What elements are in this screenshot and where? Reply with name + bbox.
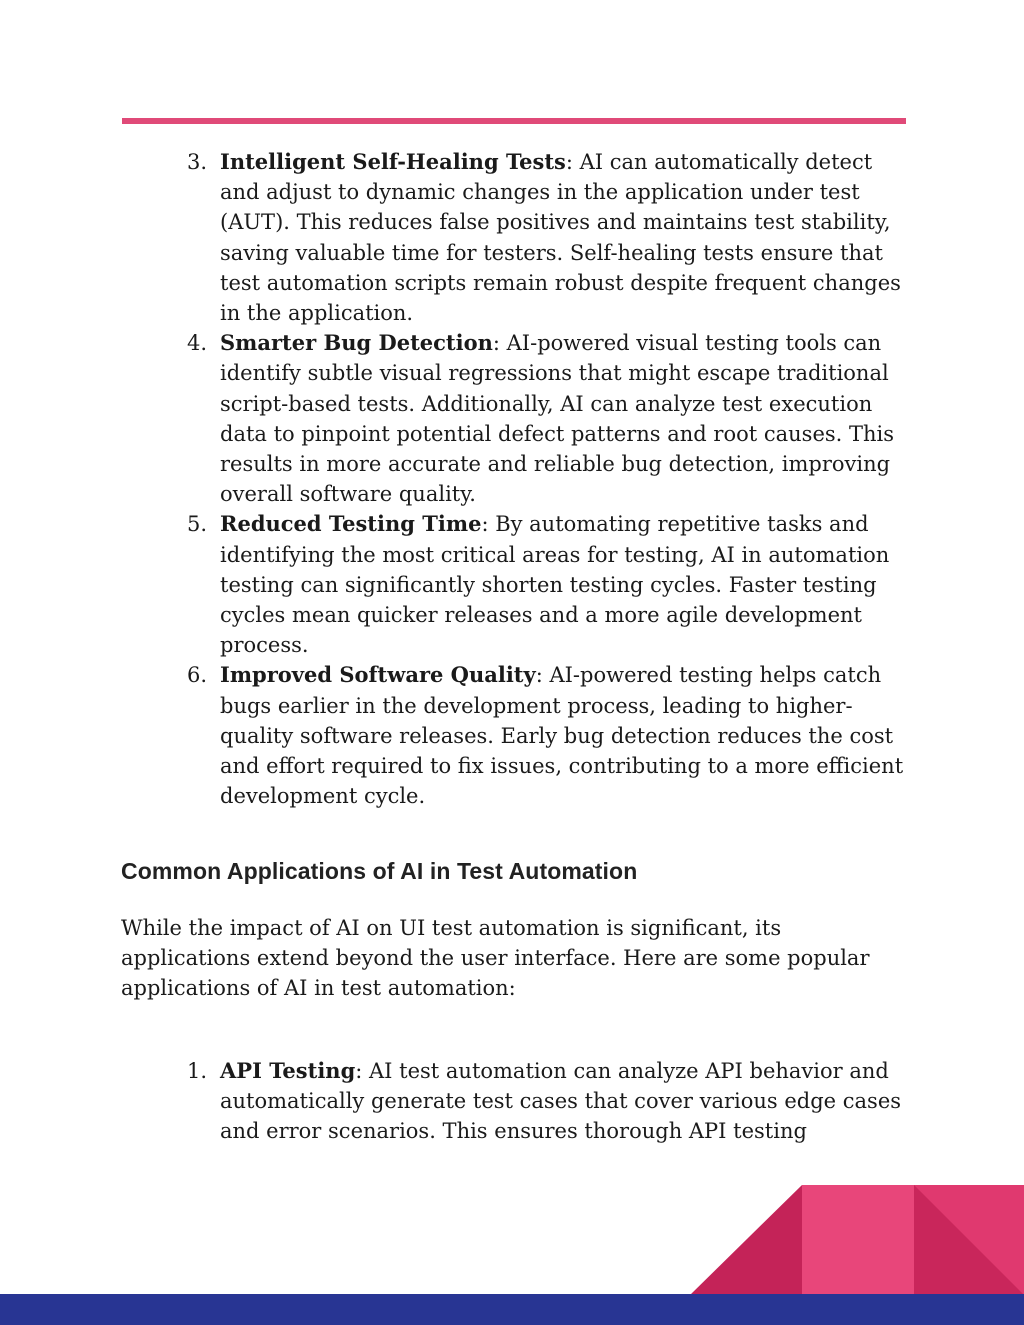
list-item-term: Intelligent Self-Healing Tests — [220, 149, 566, 174]
list-item-text: : AI test automation can analyze API behavior and automatically generate test cases that cover various edge cases and error scenarios. This ensures thorough API testing — [220, 1059, 902, 1144]
list-item-text: : AI can automatically detect and adjust to dynamic changes in the application under test (AUT). This reduces false positives and maintains test stability, saving valuable time for testers. Self-healing tests ensure that test automation scripts remain robust despite frequent changes in the application. — [220, 150, 901, 326]
corner-block-pink — [802, 1185, 914, 1295]
list-item-text: : AI-powered visual testing tools can identify subtle visual regressions that might escape traditional script-based tests. Additionally, AI can analyze test execution data to pinpoint potential defect patterns and root causes. This results in more accurate and reliable bug detection, improving overall software quality. — [220, 331, 895, 507]
benefits-list — [0, 147, 1024, 811]
top-accent-rule — [122, 118, 906, 124]
applications-list — [0, 1056, 1024, 1147]
list-item-term: Smarter Bug Detection — [220, 330, 493, 356]
footer-band — [0, 1294, 1024, 1325]
list-item — [0, 509, 1024, 660]
list-item — [0, 328, 1024, 509]
section-heading: Common Applications of AI in Test Automation — [121, 858, 638, 884]
list-item-term: API Testing — [220, 1058, 356, 1083]
list-item — [0, 660, 1024, 811]
list-item — [0, 147, 1024, 328]
list-item — [0, 1056, 1024, 1147]
list-item-term: Improved Software Quality — [220, 662, 536, 688]
corner-decoration — [690, 1185, 1024, 1295]
list-item-term: Reduced Testing Time — [220, 511, 482, 537]
list-number: 3. — [187, 150, 208, 174]
list-number: 6. — [187, 663, 208, 688]
list-number: 1. — [187, 1059, 208, 1083]
list-number: 5. — [187, 512, 208, 537]
list-item-text: : By automating repetitive tasks and identifying the most critical areas for testing, AI in automation testing can significantly shorten testing cycles. Faster testing cycles mean quicker releases and a more agile development process. — [220, 512, 890, 658]
list-number: 4. — [187, 331, 208, 356]
intro-paragraph: While the impact of AI on UI test automation is significant, its applications extend beyond the user interface. Here are some popular applications of AI in test automation: — [121, 916, 870, 1001]
list-item-text: : AI-powered testing helps catch bugs earlier in the development process, leading to higher-quality software releases. Early bug detection reduces the cost and effort required to fix issues, contributing to a more efficient development cycle. — [220, 663, 904, 809]
